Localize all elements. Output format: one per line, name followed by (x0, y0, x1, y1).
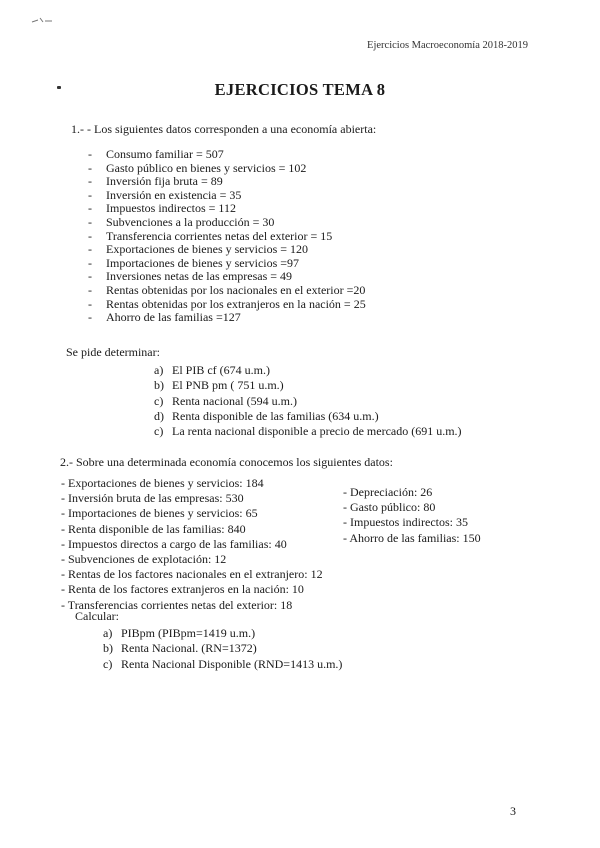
list-item: - Impuestos indirectos = 112 (88, 201, 236, 216)
page-title: EJERCICIOS TEMA 8 (214, 80, 386, 99)
exercise-1-answers (154, 363, 462, 439)
exercise-2-data-list-right (343, 485, 481, 546)
answer-item: d) Renta disponible de las familias (634 u.m.) (154, 408, 379, 423)
exercise-2-answers (103, 626, 342, 672)
exercise-1-intro: 1.- - Los siguientes datos corresponden a una economía abierta: (71, 122, 377, 136)
list-item: - Subvenciones a la producción = 30 (88, 214, 275, 229)
list-item: - Gasto público en bienes y servicios = 102 (88, 160, 307, 175)
list-item: - Importaciones de bienes y servicios: 65 (61, 506, 258, 521)
exercise-2-intro: 2.- Sobre una determinada economía conocemos los siguientes datos: (60, 455, 393, 469)
list-item: - Depreciación: 26 (343, 485, 433, 499)
list-item: - Impuestos indirectos: 35 (343, 515, 468, 530)
list-item: - Consumo familiar = 507 (88, 147, 224, 161)
list-item: - Exportaciones de bienes y servicios: 184 (61, 476, 264, 490)
scan-mark-icon (30, 16, 54, 26)
list-item: - Rentas de los factores nacionales en el extranjero: 12 (61, 567, 323, 582)
list-item: - Renta de los factores extranjeros en la nación: 10 (61, 582, 304, 597)
page-number: 3 (510, 804, 516, 818)
list-item: - Importaciones de bienes y servicios =97 (88, 255, 300, 270)
list-item: - Subvenciones de explotación: 12 (61, 552, 227, 567)
list-item: - Transferencia corrientes netas del exterior = 15 (88, 228, 333, 243)
exercise-2-question: Calcular: (75, 609, 119, 623)
list-item: - Rentas obtenidas por los nacionales en el exterior =20 (88, 282, 366, 297)
list-item: - Impuestos directos a cargo de las familias: 40 (61, 536, 287, 551)
answer-item: b) El PNB pm ( 751 u.m.) (154, 378, 284, 393)
list-item: - Rentas obtenidas por los extranjeros en la nación = 25 (88, 296, 366, 311)
list-item: - Inversión en existencia = 35 (88, 187, 242, 202)
exercise-2-data-list-left (61, 476, 323, 613)
answer-item: c) Renta Nacional Disponible (RND=1413 u.m.) (103, 656, 343, 671)
answer-item: c) La renta nacional disponible a precio de mercado (691 u.m.) (154, 424, 462, 439)
exercise-1-question: Se pide determinar: (66, 345, 160, 359)
list-item: - Inversión fija bruta = 89 (88, 174, 223, 189)
answer-item: a) El PIB cf (674 u.m.) (154, 363, 270, 377)
list-item: - Exportaciones de bienes y servicios = 120 (88, 242, 309, 257)
list-item: - Inversiones netas de las empresas = 49 (88, 269, 293, 284)
list-item: - Transferencias corrientes netas del exterior: 18 (61, 597, 293, 612)
list-item: - Inversión bruta de las empresas: 530 (61, 491, 244, 506)
list-item: - Renta disponible de las familias: 840 (61, 521, 246, 536)
page-header: Ejercicios Macroeconomía 2018-2019 (367, 40, 528, 51)
answer-item: b) Renta Nacional. (RN=1372) (103, 641, 257, 656)
exercise-1-data-list (88, 148, 366, 325)
list-item: - Gasto público: 80 (343, 500, 436, 515)
answer-item: c) Renta nacional (594 u.m.) (154, 393, 297, 408)
list-item: - Ahorro de las familias =127 (88, 310, 241, 325)
list-item: - Ahorro de las familias: 150 (343, 530, 481, 545)
answer-item: a) PIBpm (PIBpm=1419 u.m.) (103, 626, 256, 640)
